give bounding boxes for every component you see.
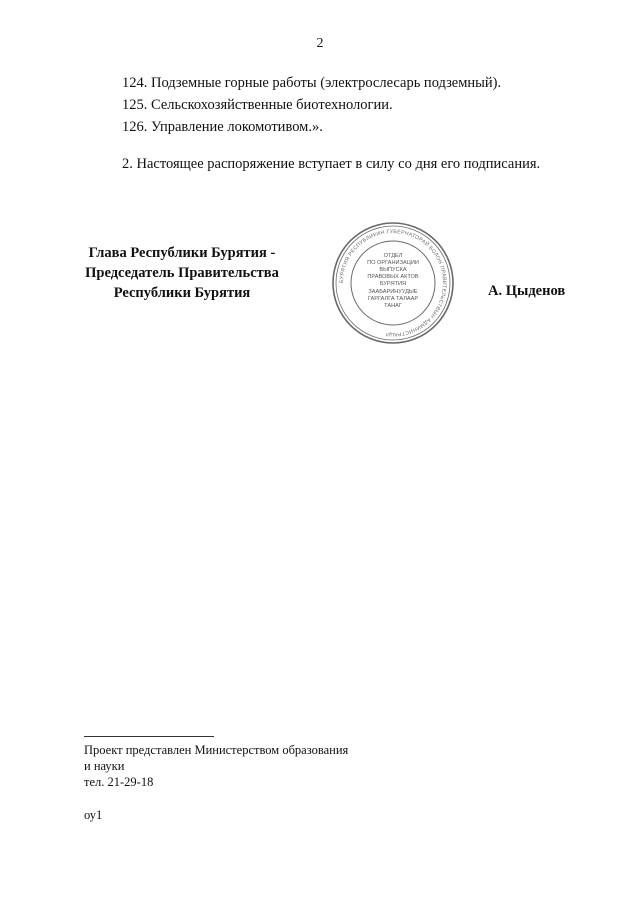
footnote-line: и науки (84, 759, 125, 773)
footnote-line: Проект представлен Министерством образования (84, 743, 349, 757)
seal-center-text (367, 253, 419, 309)
seal-line: БУРЯТИЯ (379, 281, 407, 287)
seal-line: ПО ОРГАНИЗАЦИИ (367, 260, 419, 266)
list-item: 124. Подземные горные работы (электрослесарь подземный). (122, 75, 502, 91)
signatory-title (78, 243, 286, 303)
signatory-title-line: Глава Республики Бурятия - (88, 245, 276, 261)
seal-line: ОТДЕЛ (383, 253, 403, 259)
seal-line: ЗААБАРИНУУДЫЕ (368, 289, 418, 295)
seal-line: ВЫПУСКА (379, 267, 407, 273)
seal-line: ГАРГАЛГА ТАЛААР (367, 296, 419, 302)
seal-line: ТАНАГ (384, 303, 402, 309)
page-number: 2 (316, 36, 324, 51)
numbered-list (122, 72, 501, 138)
signatory-title-line: Республики Бурятия (113, 285, 251, 301)
document-code: оу1 (84, 808, 103, 822)
footnote-divider (84, 736, 214, 737)
list-item: 126. Управление локомотивом.». (122, 119, 323, 135)
official-seal (330, 220, 456, 346)
footnote-line: тел. 21-29-18 (84, 775, 154, 789)
effective-date-paragraph: 2. Настоящее распоряжение вступает в силу со дня его подписания. (122, 156, 541, 172)
seal-outer-text-path: БУРЯТИЯ РЕСПУБЛИКИН ГУБЕРНАТОРАЙ БОЛОН ПРАВИТЕЛЬСТВЫН АДМИНИСТРАЦИ (338, 228, 448, 338)
seal-line: ПРАВОВЫХ АКТОВ (367, 274, 419, 280)
footnote (84, 742, 348, 790)
signatory-title-line: Председатель Правительства (85, 265, 279, 281)
signer-name: А. Цыденов (488, 283, 566, 299)
list-item: 125. Сельскохозяйственные биотехнологии. (122, 97, 393, 113)
